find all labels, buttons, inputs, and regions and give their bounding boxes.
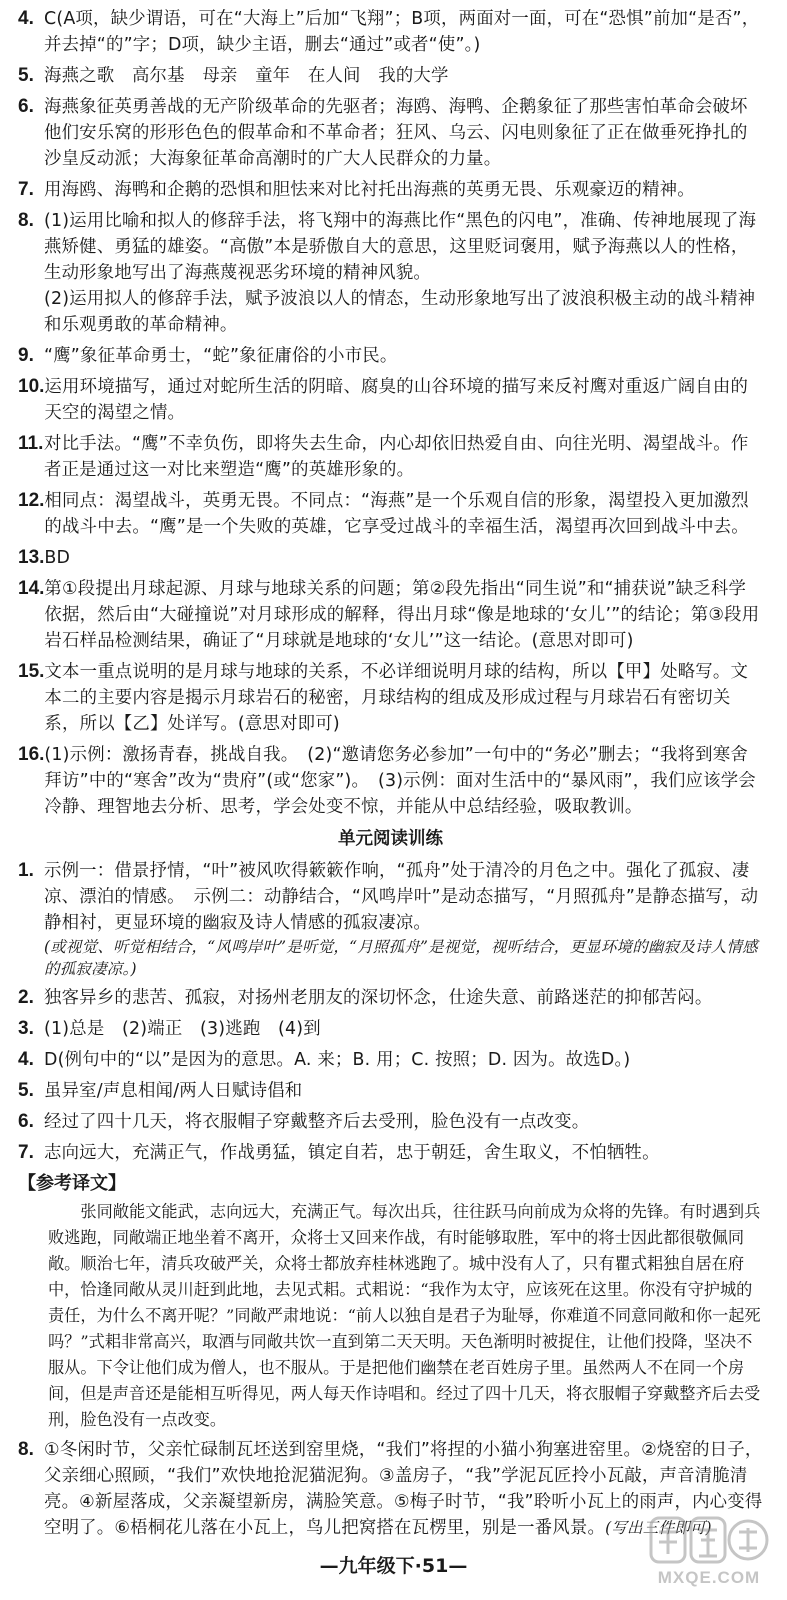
answer-text: 文本一重点说明的是月球与地球的关系，不必详细说明月球的结构，所以【甲】处略写。文本二的主要内容是揭示月球岩石的秘密，月球结构的组成及形成过程与月球岩石有密切关系，所以【乙】处详写。(意思对即可) (44, 662, 749, 734)
answer-number: 10. (18, 376, 45, 397)
answer-number: 7. (18, 179, 34, 200)
answer-text: (1)运用比喻和拟人的修辞手法，将飞翔中的海燕比作“黑色的闪电”，准确、传神地展现了海燕矫健、勇猛的雄姿。“高傲”本是骄傲自大的意思，这里贬词褒用，赋予海燕以人的性格，生动形象地写出了海燕蔑视恶劣环境的精神风貌。 (44, 211, 757, 283)
watermark-url: MXQE.COM (657, 1568, 761, 1587)
reading-answer-5 (18, 1078, 763, 1104)
answer-text: C(A项，缺少谓语，可在“大海上”后加“飞翔”；B项，两面对一面，可在“恐惧”前加“是否”，并去掉“的”字；D项，缺少主语，删去“通过”或者“使”。) (44, 9, 760, 55)
answer-number: 6. (18, 1111, 34, 1132)
answer-number: 5. (18, 65, 34, 86)
answer-text: 运用环境描写，通过对蛇所生活的阴暗、腐臭的山谷环境的描写来反衬鹰对重返广阔自由的天空的渴望之情。 (44, 377, 749, 423)
answer-number: 3. (18, 1018, 34, 1039)
answer-text: (1)总是 (2)端正 (3)逃跑 (4)到 (44, 1019, 321, 1039)
reading-answer-3 (18, 1016, 763, 1042)
answer-item-12 (18, 488, 763, 540)
answer-number: 8. (18, 210, 34, 231)
answer-item-9 (18, 343, 763, 369)
answer-text: 相同点：渴望战斗，英勇无畏。不同点：“海燕”是一个乐观自信的形象，渴望投入更加激烈的战斗中去。“鹰”是一个失败的英雄，它享受过战斗的幸福生活，渴望再次回到战斗中去。 (44, 491, 749, 537)
answer-item-8 (18, 208, 763, 338)
answer-number: 2. (18, 987, 34, 1008)
answer-text: 海燕象征英勇善战的无产阶级革命的先驱者；海鸥、海鸭、企鹅象征了那些害怕革命会破坏他们安乐窝的形形色色的假革命和不革命者；狂风、乌云、闪电则象征了正在做垂死挣扎的沙皇反动派；大海象征革命高潮时的广大人民群众的力量。 (44, 97, 748, 169)
answer-number: 7. (18, 1142, 34, 1163)
reference-heading: 【参考译文】 (18, 1173, 126, 1194)
answer-item-11 (18, 431, 763, 483)
section-title: 单元阅读训练 (338, 829, 443, 849)
reading-answer-7 (18, 1140, 763, 1166)
answers-part2 (18, 858, 763, 1166)
answer-item-15 (18, 659, 763, 737)
answer-number: 14. (18, 578, 45, 599)
answer-number: 1. (18, 860, 34, 881)
answer-item-6 (18, 94, 763, 172)
answer-text: 虽异室/声息相闻/两人日赋诗倡和 (44, 1081, 303, 1101)
answer-note: (或视觉、听觉相结合，“风鸣岸叶”是听觉，“月照孤舟”是视觉，视听结合，更显环境的幽寂及诗人情感的孤寂凄凉。) (44, 938, 758, 978)
answers-part1 (18, 6, 763, 820)
reading-answer-4 (18, 1047, 763, 1073)
answer-note: (写出三件即可) (605, 1519, 712, 1537)
answer-text: 示例一：借景抒情，“叶”被风吹得簌簌作响，“孤舟”处于清冷的月色之中。强化了孤寂、凄凉、漂泊的情感。 示例二：动静结合，“风鸣岸叶”是动态描写，“月照孤舟”是静态描写，动静相衬，更显环境的幽寂及诗人情感的孤寂凄凉。 (44, 861, 759, 933)
answer-item-16 (18, 742, 763, 820)
answer-number: 9. (18, 345, 34, 366)
answer-text: (1)示例：激扬青春，挑战自我。 (2)“邀请您务必参加”一句中的“务必”删去；“我将到寒舍拜访”中的“寒舍”改为“贵府”(或“您家”)。 (3)示例：面对生活中的“暴风雨”，我们应该学会冷静、理智地去分析、思考，学会处变不惊，并能从中总结经验，吸取教训。 (44, 745, 756, 817)
answer-number: 11. (18, 433, 44, 454)
answer-item-7 (18, 177, 763, 203)
answer-text: BD (44, 548, 71, 568)
answer-number: 5. (18, 1080, 34, 1101)
answer-text: 用海鸥、海鸭和企鹅的恐惧和胆怯来对比衬托出海燕的英勇无畏、乐观豪迈的精神。 (44, 180, 695, 200)
reading-answer-1 (18, 858, 763, 980)
answer-item-10 (18, 374, 763, 426)
answer-number: 15. (18, 661, 45, 682)
answer-item-13 (18, 545, 763, 571)
answer-number: 6. (18, 96, 34, 117)
answer-text: 海燕之歌 高尔基 母亲 童年 在人间 我的大学 (44, 66, 449, 86)
answer-item-5 (18, 63, 763, 89)
answer-number: 4. (18, 1049, 34, 1070)
answer-text: “鹰”象征革命勇士，“蛇”象征庸俗的小市民。 (44, 346, 398, 366)
answer-text: D(例句中的“以”是因为的意思。A. 来；B. 用；C. 按照；D. 因为。故选D。) (44, 1050, 631, 1070)
answer-number: 12. (18, 490, 45, 511)
answer-number: 8. (18, 1439, 34, 1460)
answer-text: 第①段提出月球起源、月球与地球关系的问题；第②段先指出“同生说”和“捕获说”缺乏科学依据，然后由“大碰撞说”对月球形成的解释，得出月球“像是地球的‘女儿’”的结论；第③段用岩石样品检测结果，确证了“月球就是地球的‘女儿’”这一结论。(意思对即可) (44, 579, 760, 651)
answer-text-part2: (2)运用拟人的修辞手法，赋予波浪以人的情态，生动形象地写出了波浪积极主动的战斗精神和乐观勇敢的革命精神。 (44, 289, 756, 335)
reading-answer-2 (18, 985, 763, 1011)
page-footer: —九年级下·51— (319, 1555, 468, 1577)
answer-body: ①冬闲时节，父亲忙碌制瓦坯送到窑里烧，“我们”将捏的小猫小狗塞进窑里。②烧窑的日子，父亲细心照顾，“我们”欢快地抢泥猫泥狗。③盖房子，“我”学泥瓦匠拎小瓦敲，声音清脆清亮。④新屋落成，父亲凝望新房，满脸笑意。⑤梅子时节，“我”聆听小瓦上的雨声，内心变得空明了。⑥梧桐花儿落在小瓦上，鸟儿把窝搭在瓦楞里，别是一番风景。 (44, 1440, 763, 1538)
answer-text: 独客异乡的悲苦、孤寂，对扬州老朋友的深切怀念，仕途失意、前路迷茫的抑郁苦闷。 (44, 988, 713, 1008)
answer-number: 4. (18, 8, 34, 29)
answer-text: 经过了四十几天，将衣服帽子穿戴整齐后去受刑，脸色没有一点改变。 (44, 1112, 590, 1132)
answer-text: 对比手法。“鹰”不幸负伤，即将失去生命，内心却依旧热爱自由、向往光明、渴望战斗。作者正是通过这一对比来塑造“鹰”的英雄形象的。 (44, 434, 749, 480)
watermark (645, 1514, 773, 1594)
reference-translation (18, 1199, 763, 1433)
answer-item-14 (18, 576, 763, 654)
answer-text: 志向远大，充满正气，作战勇猛，镇定自若，忠于朝廷，舍生取义，不怕牺牲。 (44, 1143, 660, 1163)
watermark-logo-icon (649, 1514, 769, 1566)
answer-number: 13. (18, 547, 45, 568)
reference-body: 张同敞能文能武，志向远大，充满正气。每次出兵，往往跃马向前成为众将的先锋。有时遇到兵败逃跑，同敞端正地坐着不离开，众将士又回来作战，有时能够取胜，军中的将士因此都很敬佩同敞。顺治七年，清兵攻破严关，众将士都放弃桂林逃跑了。城中没有人了，只有瞿式耜独自居在府中，恰逢同敞从灵川赶到此地，去见式耜。式耜说：“我作为太守，应该死在这里。你没有守护城的责任，为什么不离开呢？”同敞严肃地说：“前人以独自是君子为耻辱，你难道不同意同敞和你一起死吗？”式耜非常高兴，取酒与同敞共饮一直到第二天天明。天色渐明时被捉住，让他们投降，坚决不服从。下令让他们成为僧人，也不服从。于是把他们幽禁在老百姓房子里。虽然两人不在同一个房间，但是声音还是能相互听得见，两人每天作诗唱和。经过了四十几天，将衣服帽子穿戴整齐后去受刑，脸色没有一点改变。 (48, 1202, 761, 1429)
answer-item-4 (18, 6, 763, 58)
answer-number: 16. (18, 744, 45, 765)
reading-answer-6 (18, 1109, 763, 1135)
